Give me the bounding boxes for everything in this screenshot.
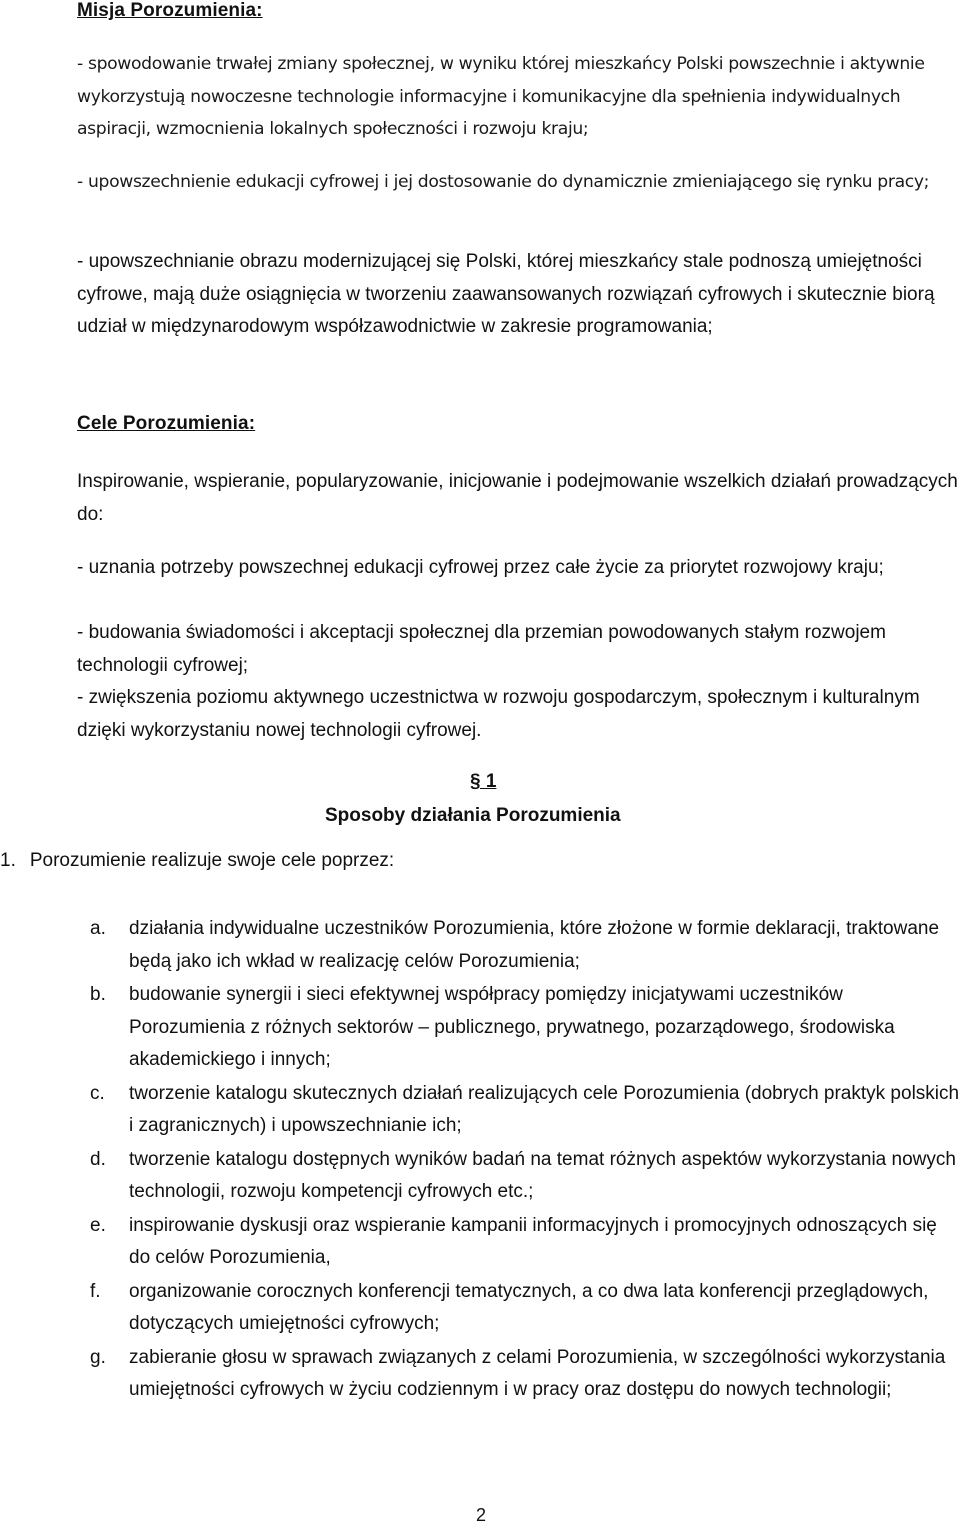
- goals-item-1: - uznania potrzeby powszechnej edukacji cyfrowej przez całe życie za priorytet rozwojowy kraju;: [77, 557, 884, 578]
- list-item: [90, 1276, 960, 1341]
- list-item: [90, 1078, 960, 1143]
- list-item-letter: e.: [90, 1214, 106, 1236]
- list-item-text: inspirowanie dyskusji oraz wspieranie kampanii informacyjnych i promocyjnych odnoszących się do celów Porozumienia,: [129, 1214, 937, 1268]
- list-item-letter: c.: [90, 1082, 105, 1104]
- mission-item-3: - upowszechnianie obrazu modernizującej się Polski, której mieszkańcy stale podnoszą umiejętności cyfrowe, mają duże osiągnięcia w tworzeniu zaawansowanych rozwiązań cyfrowych i skutecznie biorą udział w międzynarodowym współzawodnictwie w zakresie programowania;: [77, 251, 935, 337]
- page-number: 2: [476, 1505, 487, 1525]
- list-item: [90, 1210, 960, 1275]
- list-item-text: działania indywidualne uczestników Porozumienia, które złożone w formie deklaracji, traktowane będą jako ich wkład w realizację celów Porozumienia;: [129, 918, 940, 972]
- list-item-letter: f.: [90, 1280, 101, 1302]
- list-item-text: tworzenie katalogu skutecznych działań realizujących cele Porozumienia (dobrych praktyk polskich i zagranicznych) i upowszechnianie ich;: [129, 1082, 960, 1136]
- mission-item-2: - upowszechnienie edukacji cyfrowej i jej dostosowanie do dynamicznie zmieniającego się rynku pracy;: [77, 172, 930, 192]
- point-text: Porozumienie realizuje swoje cele poprzez:: [29, 850, 395, 871]
- list-item-text: zabieranie głosu w sprawach związanych z celami Porozumienia, w szczególności wykorzystania umiejętności cyfrowych w życiu codziennym i w pracy oraz dostępu do nowych technologii;: [129, 1346, 946, 1400]
- list-item-text: tworzenie katalogu dostępnych wyników badań na temat różnych aspektów wykorzystania nowych technologii, rozwoju kompetencji cyfrowych etc.;: [129, 1148, 956, 1202]
- methods-list: [90, 913, 960, 1408]
- goals-item-3: - zwiększenia poziomu aktywnego uczestnictwa w rozwoju gospodarczym, społecznym i kulturalnym dzięki wykorzystaniu nowej technologii cyfrowej.: [77, 687, 920, 741]
- list-item-text: budowanie synergii i sieci efektywnej współpracy pomiędzy inicjatywami uczestników Porozumienia z różnych sektorów – publicznego, prywatnego, pozarządowego, środowiska akademickiego i innych;: [129, 984, 895, 1070]
- goals-intro: Inspirowanie, wspieranie, popularyzowanie, inicjowanie i podejmowanie wszelkich działań prowadzących do:: [77, 471, 958, 525]
- list-item-letter: b.: [90, 984, 106, 1005]
- section-title: Sposoby działania Porozumienia: [325, 805, 621, 826]
- section-number: § 1: [470, 771, 497, 792]
- mission-heading: Misja Porozumienia:: [77, 0, 263, 21]
- point-1: [0, 850, 394, 872]
- mission-item-1: - spowodowanie trwałej zmiany społecznej, w wyniku której mieszkańcy Polski powszechnie i aktywnie wykorzystują nowoczesne technologie informacyjne i komunikacyjne dla spełnienia indywidualnych aspiracji, wzmocnienia lokalnych społeczności i rozwoju kraju;: [77, 54, 925, 139]
- list-item-letter: g.: [90, 1346, 106, 1368]
- point-number: 1.: [0, 850, 16, 871]
- list-item-text: organizowanie corocznych konferencji tematycznych, a co dwa lata konferencji przeglądowych, dotyczących umiejętności cyfrowych;: [129, 1280, 929, 1334]
- goals-heading: Cele Porozumienia:: [77, 413, 256, 434]
- list-item: [90, 1144, 960, 1209]
- list-item-letter: d.: [90, 1148, 106, 1170]
- list-item: [90, 979, 960, 1077]
- list-item: [90, 1342, 960, 1407]
- goals-item-2: - budowania świadomości i akceptacji społecznej dla przemian powodowanych stałym rozwojem technologii cyfrowej;: [77, 622, 886, 676]
- list-item: [90, 913, 960, 978]
- list-item-letter: a.: [90, 918, 106, 939]
